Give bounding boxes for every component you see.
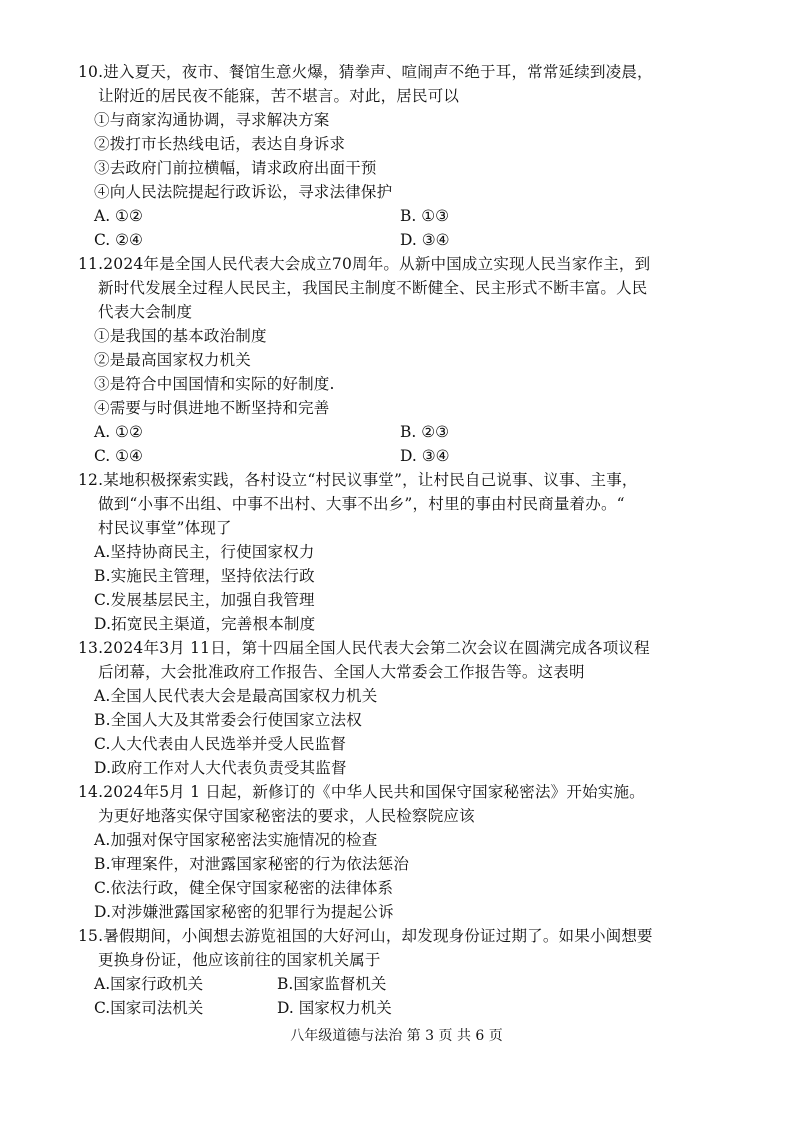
option-b: B.实施民主管理，坚持依法行政 — [94, 567, 315, 585]
question-13 — [78, 636, 728, 780]
question-10 — [78, 60, 728, 252]
option-c: C.人大代表由人民选举并受人民监督 — [94, 735, 347, 753]
option-c: C. ②④ — [94, 231, 143, 249]
question-stem: 10.进入夏天，夜市、餐馆生意火爆，猜拳声、喧闹声不绝于耳，常常延续到凌晨， — [78, 63, 653, 81]
option-row — [78, 996, 728, 1020]
statement-item: ④需要与时俱进地不断坚持和完善 — [94, 399, 330, 417]
question-stem: 13.2024年3月 11日，第十四届全国人民代表大会第二次会议在圆满完成各项议程 — [78, 639, 650, 657]
question-stem: 更换身份证，他应该前往的国家机关属于 — [98, 951, 381, 969]
option-d: D.拓宽民主渠道，完善根本制度 — [94, 615, 316, 633]
question-stem: 15.暑假期间，小闽想去游览祖国的大好河山，却发现身份证过期了。如果小闽想要 — [78, 927, 653, 945]
option-a: A.全国人民代表大会是最高国家权力机关 — [94, 687, 378, 705]
option-row — [78, 228, 728, 252]
statement-item: ②是最高国家权力机关 — [94, 351, 252, 369]
question-stem: 新时代发展全过程人民民主，我国民主制度不断健全、民主形式不断丰富。人民 — [98, 279, 648, 297]
statement-item: ①与商家沟通协调，寻求解决方案 — [94, 111, 330, 129]
option-row — [78, 444, 728, 468]
question-stem: 14.2024年5月 1 日起，新修订的《中华人民共和国保守国家秘密法》开始实施。 — [78, 783, 645, 801]
option-d: D.对涉嫌泄露国家秘密的犯罪行为提起公诉 — [94, 903, 394, 921]
option-c: C.国家司法机关 — [94, 999, 204, 1017]
question-stem: 让附近的居民夜不能寐，苦不堪言。对此，居民可以 — [98, 87, 460, 105]
option-row — [78, 420, 728, 444]
option-b: B.审理案件，对泄露国家秘密的行为依法惩治 — [94, 855, 410, 873]
option-b: B. ②③ — [400, 423, 450, 441]
question-stem: 村民议事堂”体现了 — [98, 519, 232, 537]
statement-item: ①是我国的基本政治制度 — [94, 327, 267, 345]
option-a: A.国家行政机关 — [94, 975, 204, 993]
question-stem: 代表大会制度 — [98, 303, 193, 321]
statement-item: ④向人民法院提起行政诉讼，寻求法律保护 — [94, 183, 393, 201]
statement-item: ③是符合中国国情和实际的好制度. — [94, 375, 335, 393]
option-a: A. ①② — [94, 207, 143, 225]
option-row — [78, 972, 728, 996]
option-a: A. ①② — [94, 423, 143, 441]
option-d: D. ③④ — [400, 231, 450, 249]
option-a: A.加强对保守国家秘密法实施情况的检查 — [94, 831, 378, 849]
question-stem: 12.某地积极探索实践，各村设立“村民议事堂”，让村民自己说事、议事、主事， — [78, 471, 638, 489]
option-c: C. ①④ — [94, 447, 143, 465]
question-11 — [78, 252, 728, 468]
option-d: D. 国家权力机关 — [277, 999, 392, 1017]
option-a: A.坚持协商民主，行使国家权力 — [94, 543, 315, 561]
statement-item: ②拨打市长热线电话，表达自身诉求 — [94, 135, 346, 153]
option-d: D. ③④ — [400, 447, 450, 465]
option-c: C.依法行政，健全保守国家秘密的法律体系 — [94, 879, 394, 897]
option-d: D.政府工作对人大代表负责受其监督 — [94, 759, 347, 777]
option-b: B. ①③ — [400, 207, 450, 225]
option-b: B.全国人大及其常委会行使国家立法权 — [94, 711, 362, 729]
page-footer: 八年级道德与法治 第 3 页 共 6 页 — [290, 1028, 503, 1044]
statement-item: ③去政府门前拉横幅，请求政府出面干预 — [94, 159, 377, 177]
question-stem: 为更好地落实保守国家秘密法的要求，人民检察院应该 — [98, 807, 475, 825]
question-15 — [78, 924, 728, 1020]
question-stem: 11.2024年是全国人民代表大会成立70周年。从新中国成立实现人民当家作主，到 — [78, 255, 651, 273]
question-14 — [78, 780, 728, 924]
option-c: C.发展基层民主，加强自我管理 — [94, 591, 315, 609]
option-b: B.国家监督机关 — [277, 975, 387, 993]
option-row — [78, 204, 728, 228]
question-stem: 做到“小事不出组、中事不出村、大事不出乡”，村里的事由村民商量着办。“ — [98, 495, 625, 513]
question-stem: 后闭幕，大会批准政府工作报告、全国人大常委会工作报告等。这表明 — [98, 663, 585, 681]
question-12 — [78, 468, 728, 636]
